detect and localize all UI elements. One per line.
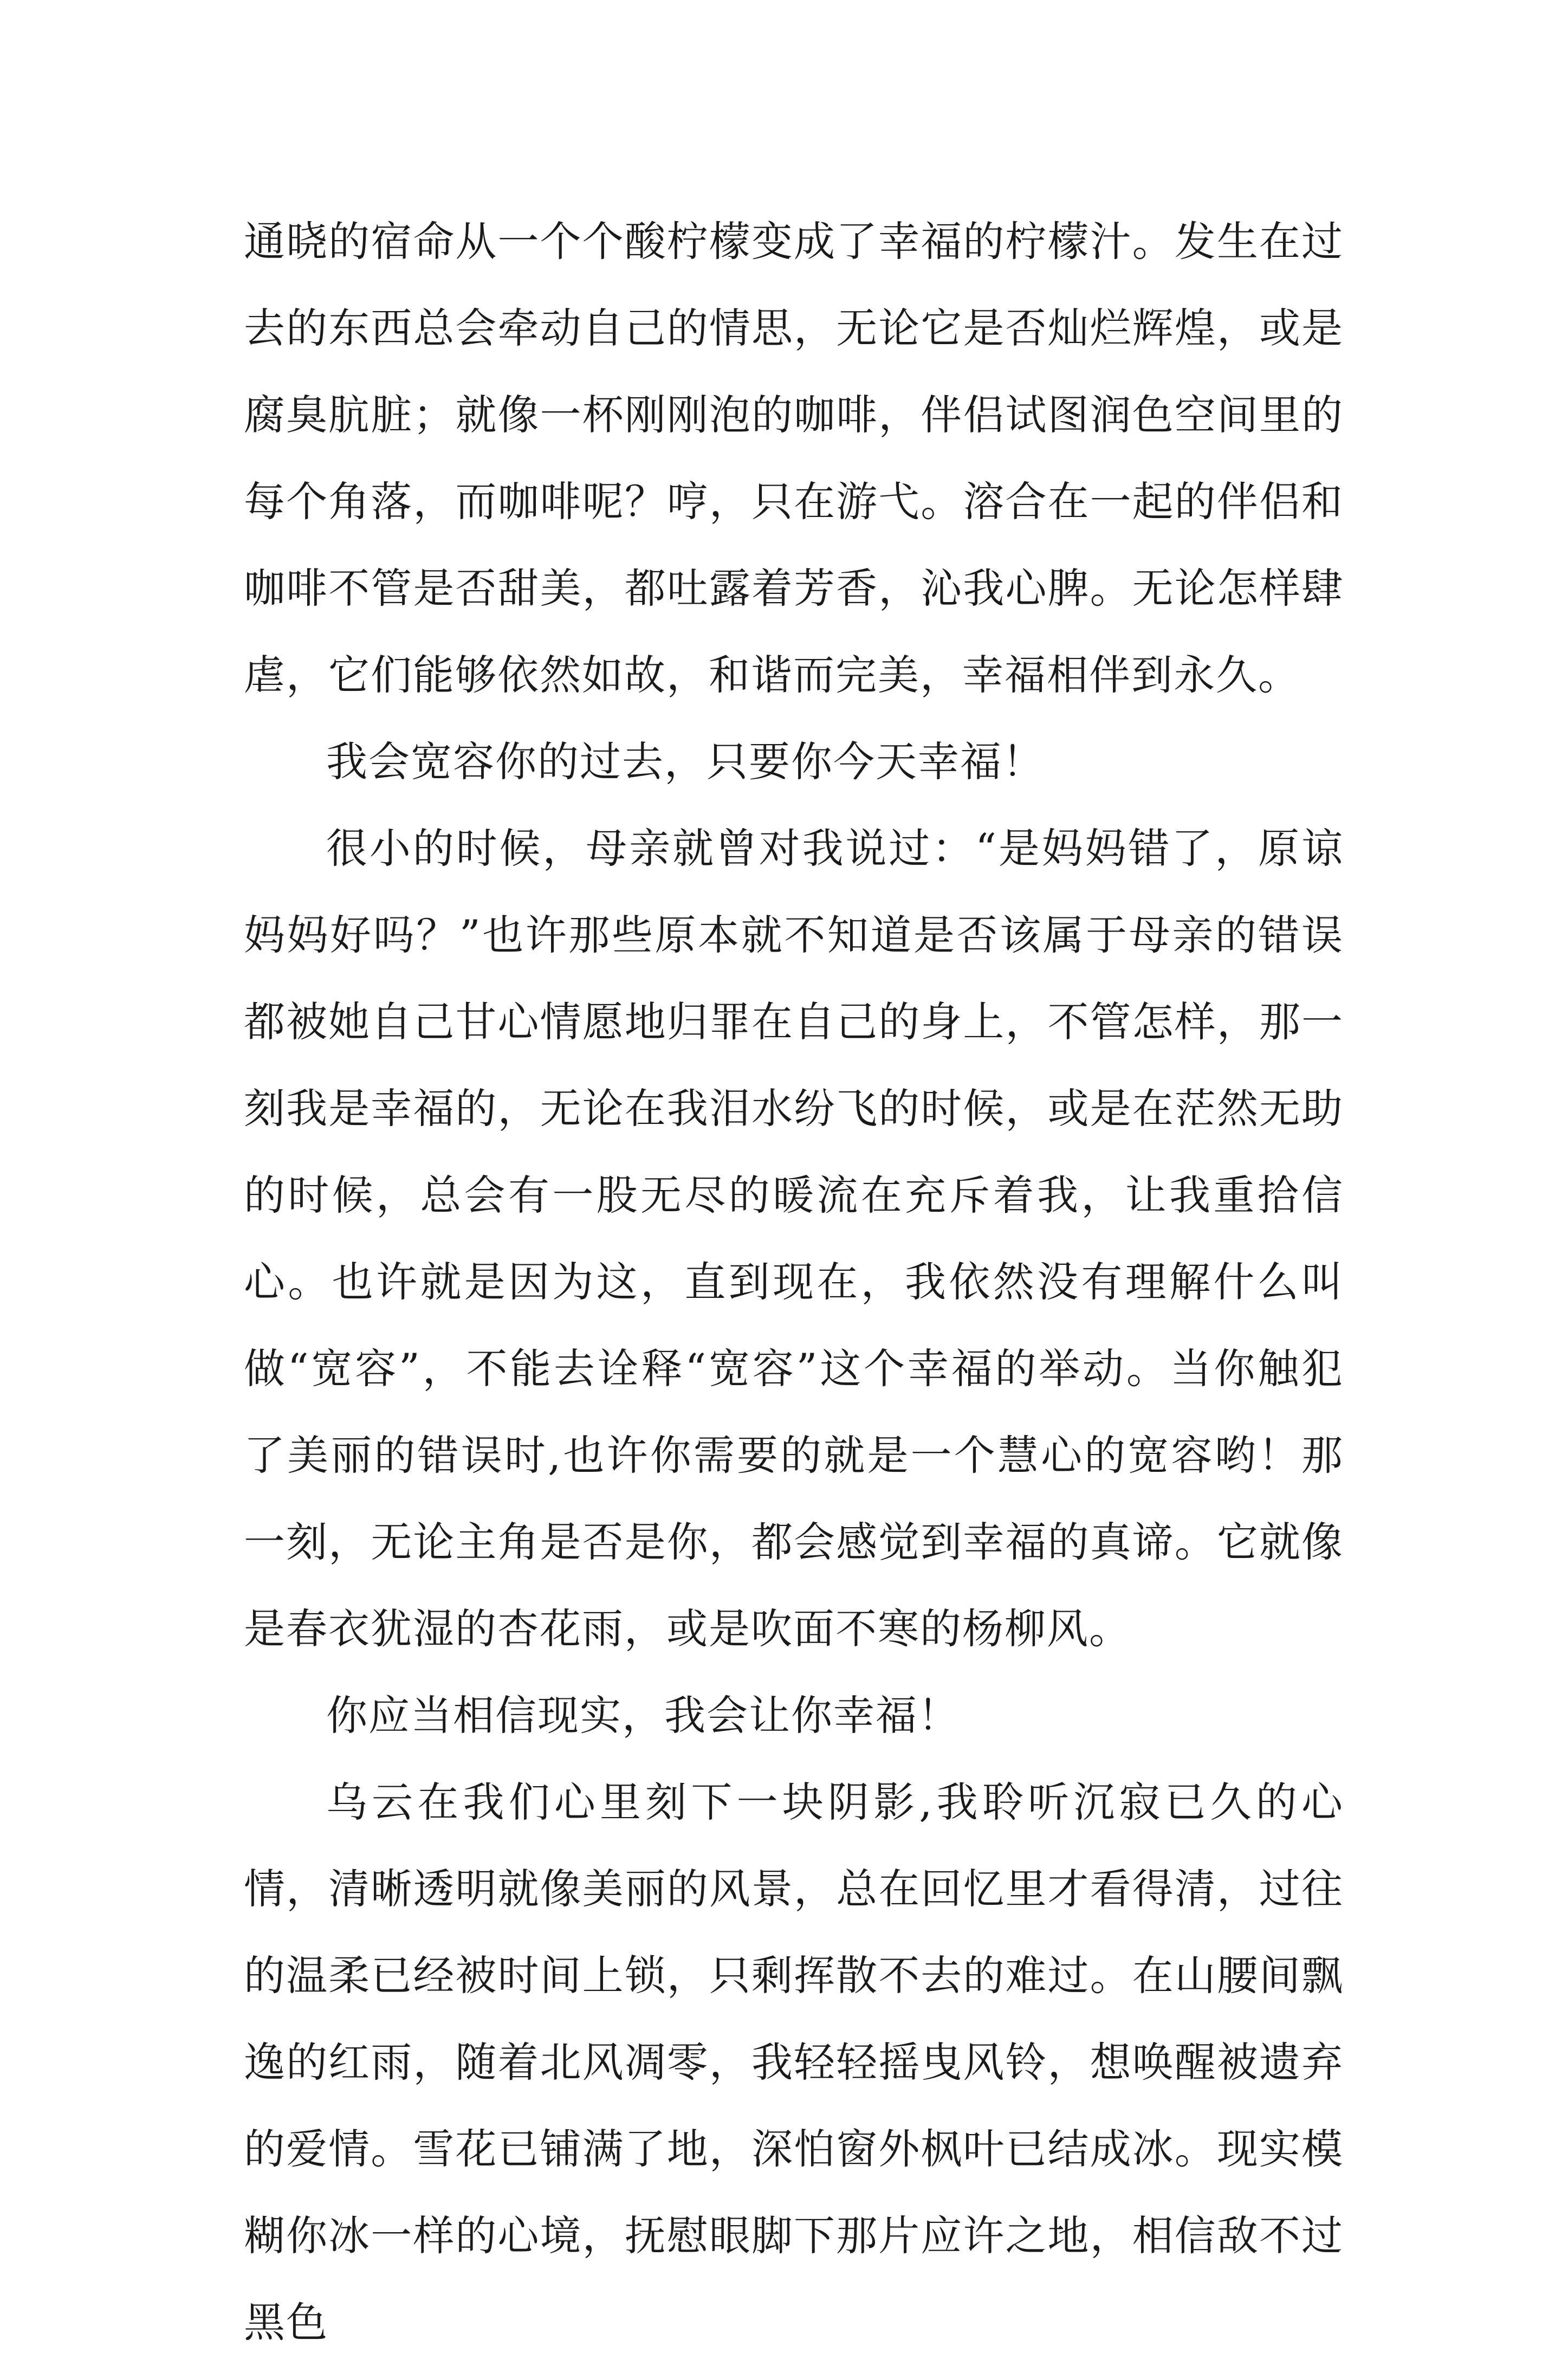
paragraph-1: 通晓的宿命从一个个酸柠檬变成了幸福的柠檬汁。发生在过去的东西总会牵动自己的情思，无论它是否灿烂辉煌，或是腐臭肮脏；就像一杯刚刚泡的咖啡，伴侣试图润色空间里的每个角落，而咖啡呢？哼，只在游弋。溶合在一起的伴侣和咖啡不管是否甜美，都吐露着芳香，沁我心脾。无论怎样肆虐，它们能够依然如故，和谐而完美，幸福相伴到永久。 bbox=[244, 217, 1344, 699]
paragraph-5: 乌云在我们心里刻下一块阴影,我聆听沉寂已久的心情，清晰透明就像美丽的风景，总在回忆里才看得清，过往的温柔已经被时间上锁，只剩挥散不去的难过。在山腰间飘逸的红雨，随着北风凋零，我轻轻摇曳风铃，想唤醒被遗弃的爱情。雪花已铺满了地，深怕窗外枫叶已结成冰。现实模糊你冰一样的心境，抚慰眼脚下那片应许之地，相信敌不过黑色 bbox=[244, 1778, 1344, 2346]
paragraph-3: 很小的时候，母亲就曾对我说过：“是妈妈错了，原谅妈妈好吗？”也许那些原本就不知道是否该属于母亲的错误都被她自己甘心情愿地归罪在自己的身上，不管怎样，那一刻我是幸福的，无论在我泪水纷飞的时候，或是在茫然无助的时候，总会有一股无尽的暖流在充斥着我，让我重拾信心。也许就是因为这，直到现在，我依然没有理解什么叫做“宽容”，不能去诠释“宽容”这个幸福的举动。当你触犯了美丽的错误时,也许你需要的就是一个慧心的宽容哟！那一刻，无论主角是否是你，都会感觉到幸福的真谛。它就像是春衣犹湿的杏花雨，或是吹面不寒的杨柳风。 bbox=[244, 824, 1344, 1653]
article-body bbox=[244, 198, 1344, 2366]
paragraph-4: 你应当相信现实，我会让你幸福！ bbox=[326, 1691, 960, 1740]
paragraph-2: 我会宽容你的过去，只要你今天幸福！ bbox=[326, 738, 1045, 786]
